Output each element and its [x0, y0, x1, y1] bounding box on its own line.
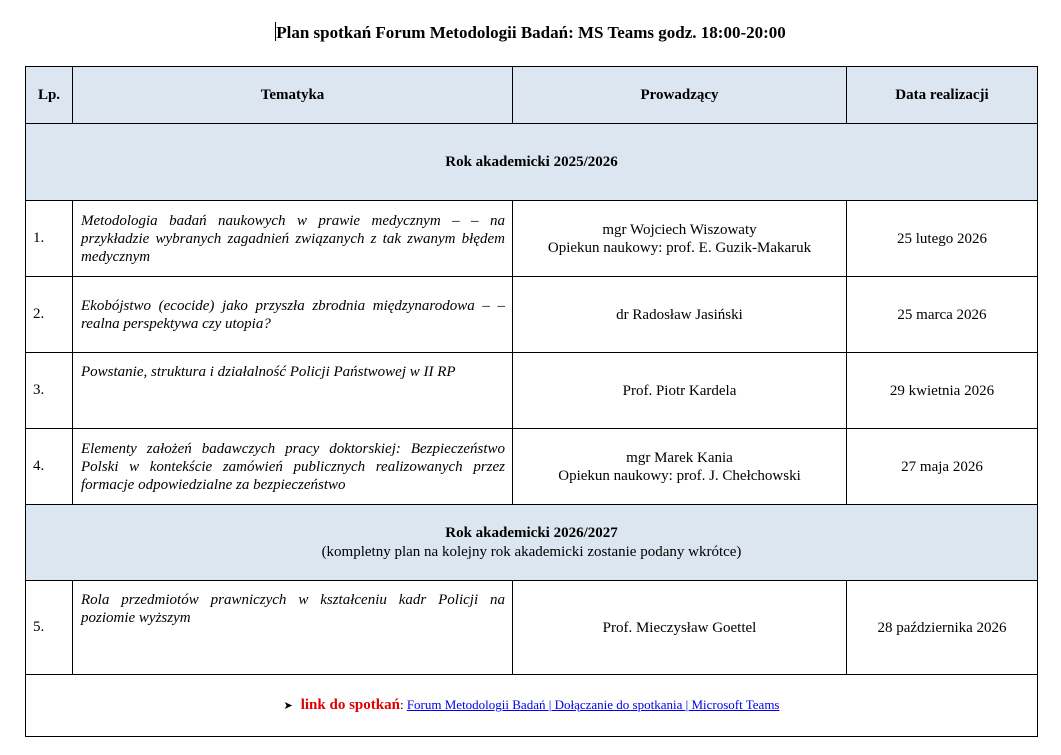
table-row [26, 353, 1038, 429]
row-number: 3. [26, 353, 73, 429]
row-number: 2. [26, 277, 73, 353]
row-date: 29 kwietnia 2026 [847, 353, 1038, 429]
lead-supervisor: Opiekun naukowy: prof. E. Guzik-Makaruk [547, 239, 812, 256]
teams-meeting-link[interactable]: Forum Metodologii Badań | Dołączanie do spotkania | Microsoft Teams [406, 697, 780, 712]
row-topic: Metodologia badań naukowych w prawie medycznym – – na przykładzie wybranych zagadnień związanych z tak zwanym błędem medycznym [73, 201, 513, 277]
link-row [26, 675, 1038, 737]
row-date: 25 marca 2026 [847, 277, 1038, 353]
row-lead [513, 201, 847, 277]
lead-name: mgr Marek Kania [626, 449, 733, 466]
row-topic: Ekobójstwo (ecocide) jako przyszła zbrodnia międzynarodowa – – realna perspektywa czy utopia? [73, 277, 513, 353]
lead-name: Prof. Piotr Kardela [622, 382, 737, 399]
lead-supervisor: Opiekun naukowy: prof. J. Chełchowski [558, 467, 801, 484]
lead-name: mgr Wojciech Wiszowaty [602, 221, 757, 238]
lead-name: dr Radosław Jasiński [616, 306, 743, 323]
row-number: 1. [26, 201, 73, 277]
row-date: 25 lutego 2026 [847, 201, 1038, 277]
table-row [26, 201, 1038, 277]
header-row [26, 67, 1038, 124]
header-date: Data realizacji [847, 67, 1038, 124]
header-topic: Tematyka [73, 67, 513, 124]
row-topic: Rola przedmiotów prawniczych w kształceniu kadr Policji na poziomie wyższym [73, 581, 513, 675]
section-row-2025 [26, 124, 1038, 201]
row-topic: Elementy założeń badawczych pracy doktorskiej: Bezpieczeństwo Polski w kontekście zamówień publicznych realizowanych przez formacje odpowiedzialne za bezpieczeństwo [73, 429, 513, 505]
arrow-bullet-icon: ➤ [283, 700, 293, 712]
section-row-2026 [26, 505, 1038, 581]
link-label: link do spotkań [300, 697, 400, 713]
row-number: 4. [26, 429, 73, 505]
row-number: 5. [26, 581, 73, 675]
section-title: Rok akademicki 2025/2026 [445, 153, 618, 170]
table-row [26, 429, 1038, 505]
row-lead [513, 429, 847, 505]
row-lead [513, 353, 847, 429]
header-lead: Prowadzący [513, 67, 847, 124]
schedule-table [25, 66, 1038, 737]
link-separator: : [399, 697, 404, 712]
table-row [26, 581, 1038, 675]
lead-name: Prof. Mieczysław Goettel [602, 619, 757, 636]
section-title: Rok akademicki 2026/2027 [445, 524, 618, 541]
table-row [26, 277, 1038, 353]
row-topic: Powstanie, struktura i działalność Policji Państwowej w II RP [73, 353, 513, 429]
row-date: 27 maja 2026 [847, 429, 1038, 505]
section-note: (kompletny plan na kolejny rok akademicki zostanie podany wkrótce) [321, 543, 742, 560]
page-title: Plan spotkań Forum Metodologii Badań: MS Teams godz. 18:00-20:00 [276, 23, 786, 42]
row-date: 28 października 2026 [847, 581, 1038, 675]
row-lead [513, 581, 847, 675]
row-lead [513, 277, 847, 353]
header-lp: Lp. [26, 67, 73, 124]
